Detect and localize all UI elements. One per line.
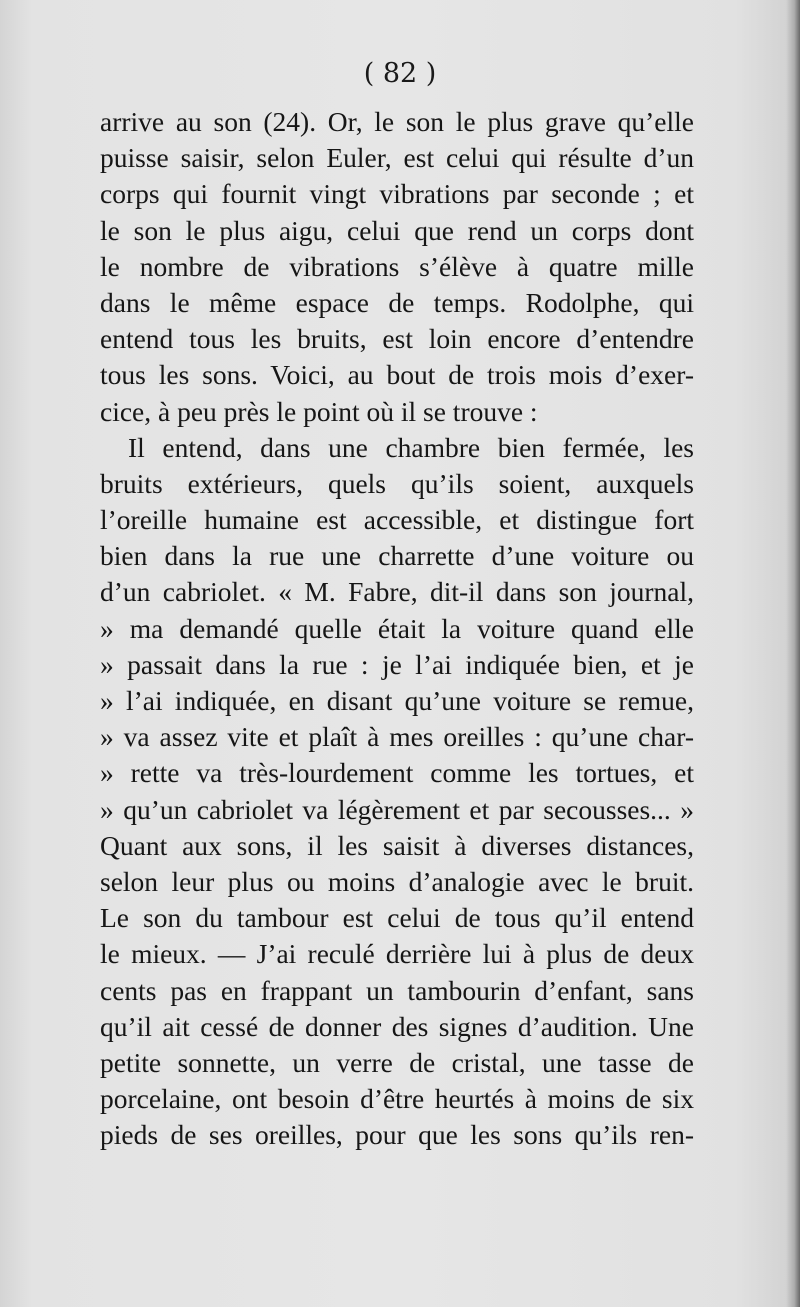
text-line: bruits extérieurs, quels qu’ils soient, auxquels — [100, 467, 694, 499]
text-line: qu’il ait cessé de donner des signes d’audition. Une — [100, 1010, 694, 1042]
text-line: Le son du tambour est celui de tous qu’il entend — [100, 902, 694, 934]
text-line: le son le plus aigu, celui que rend un corps dont — [100, 214, 694, 246]
text-line: le mieux. — J’ai reculé derrière lui à plus de deux — [100, 938, 694, 970]
text-line: pieds de ses oreilles, pour que les sons qu’ils ren- — [100, 1119, 694, 1151]
text-line: corps qui fournit vingt vibrations par seconde ; et — [100, 178, 694, 210]
text-line: petite sonnette, un verre de cristal, une tasse de — [100, 1046, 694, 1078]
page-number: ( 82 ) — [363, 58, 437, 89]
text-line: » l’ai indiquée, en disant qu’une voiture se remue, — [100, 685, 694, 716]
text-line: » qu’un cabriolet va légèrement et par secousses... » — [100, 793, 694, 825]
text-line: Quant aux sons, il les saisit à diverses distances, — [100, 829, 694, 861]
text-line: tous les sons. Voici, au bout de trois mois d’exer- — [100, 359, 694, 391]
text-line: le nombre de vibrations s’élève à quatre mille — [100, 250, 694, 282]
text-line: » rette va très-lourdement comme les tortues, et — [100, 757, 694, 789]
text-line: selon leur plus ou moins d’analogie avec le bruit. — [100, 865, 694, 897]
text-line: arrive au son (24). Or, le son le plus grave qu’elle — [100, 106, 694, 137]
text-line: l’oreille humaine est accessible, et distingue fort — [100, 504, 694, 536]
body-text — [100, 104, 694, 1153]
text-line: dans le même espace de temps. Rodolphe, qui — [100, 286, 694, 318]
text-line: » ma demandé quelle était la voiture quand elle — [100, 612, 694, 644]
text-line: bien dans la rue une charrette d’une voiture ou — [100, 540, 694, 572]
text-line: d’un cabriolet. « M. Fabre, dit-il dans son journal, — [100, 576, 694, 608]
text-line: cice, à peu près le point où il se trouve : — [100, 395, 538, 427]
text-line: cents pas en frappant un tambourin d’enfant, sans — [100, 974, 694, 1006]
text-line: entend tous les bruits, est loin encore d’entendre — [100, 323, 694, 355]
text-line: Il entend, dans une chambre bien fermée, les — [128, 431, 694, 463]
page-edge-shadow — [786, 0, 800, 1307]
text-line: puisse saisir, selon Euler, est celui qui résulte d’un — [100, 142, 694, 174]
text-line: porcelaine, ont besoin d’être heurtés à moins de six — [100, 1083, 694, 1115]
text-line: » passait dans la rue : je l’ai indiquée bien, et je — [100, 648, 694, 680]
text-line: » va assez vite et plaît à mes oreilles : qu’une char- — [100, 721, 694, 753]
